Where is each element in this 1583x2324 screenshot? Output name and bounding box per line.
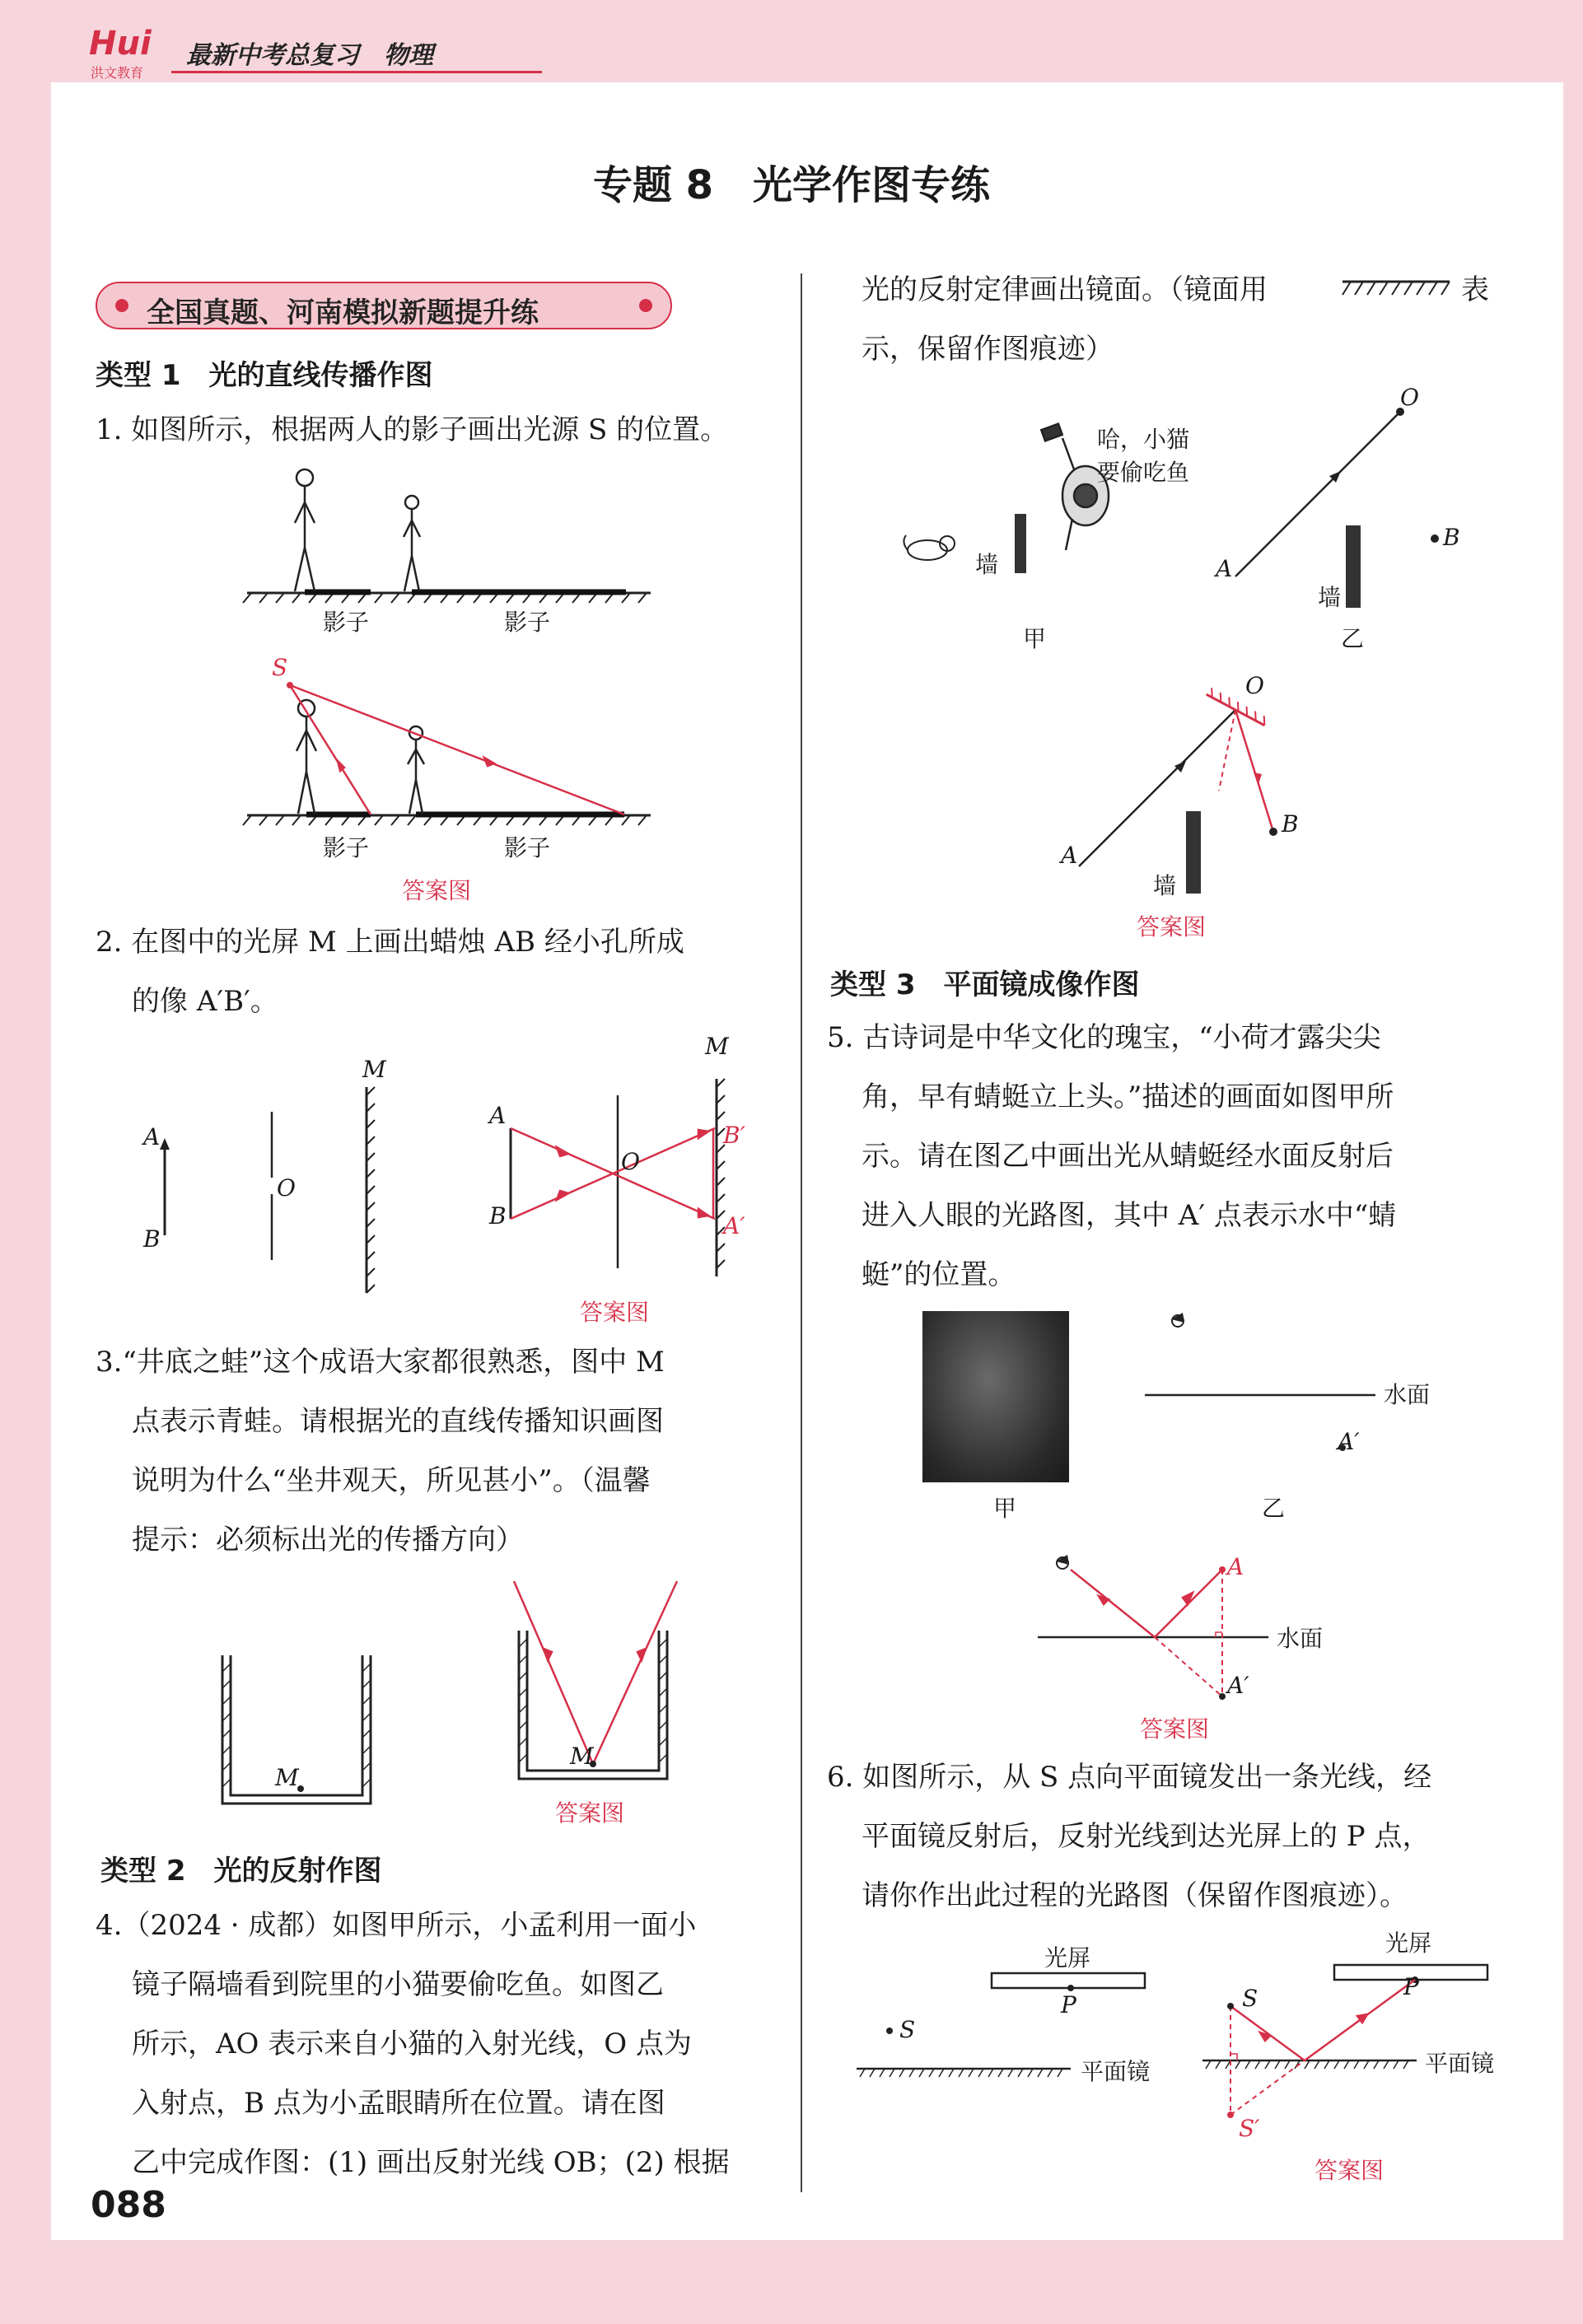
water-surface-label: 水面 [1277,1625,1324,1652]
q4-text: 镜子隔墙看到院里的小猫要偷吃鱼。如图乙 [132,1968,664,2001]
point-o-label: O [1400,384,1419,411]
page-title: 专题 8 光学作图专练 [592,162,991,208]
speech-bubble-text: 要偷吃鱼 [1097,459,1190,486]
q1-answer-figure [247,669,659,833]
point-b-label: B [1443,524,1460,551]
q4-text: 入射点，B 点为小孟眼睛所在位置。请在图 [132,2087,665,2120]
q3-text: 说明为什么“坐井观天，所见甚小”。（温馨 [132,1464,651,1497]
plane-mirror-label: 平面镜 [1425,2050,1495,2077]
screen-m-label: M [362,1056,386,1083]
speech-bubble-text: 哈，小猫 [1097,426,1190,453]
point-a-label: A [1216,555,1233,582]
point-s-label: S [272,654,288,681]
q4-cont-text: 示，保留作图痕迹） [862,333,1114,366]
banner-dot-icon [115,299,128,312]
q5-answer-label: 答案图 [1140,1715,1210,1743]
shadow-label: 影子 [323,609,370,636]
figure-yi-label: 乙 [1262,1495,1286,1522]
q2-answer-figure [502,1062,766,1301]
image-a-label: A′ [1338,1428,1360,1455]
figure-yi-label: 乙 [1341,625,1365,652]
q4-cont-text: 光的反射定律画出镜面。（镜面用 [862,273,1268,306]
banner-dot-icon [639,299,652,312]
frog-m-label: M [275,1764,299,1791]
type3-heading: 类型 3 平面镜成像作图 [830,968,1140,1001]
column-divider [801,273,802,2192]
q5-text: 示。请在图乙中画出光从蜻蜓经水面反射后 [862,1140,1394,1173]
figure-jia-label: 甲 [993,1495,1017,1522]
brand-logo: Hui [89,25,152,63]
light-screen-label: 光屏 [1044,1944,1091,1972]
point-a-label: A [143,1123,161,1150]
q3-text: 3.“井底之蛙”这个成语大家都很熟悉，图中 M [96,1346,665,1379]
point-a-label: A [1227,1553,1244,1580]
q2-text: 的像 A′B′。 [132,985,278,1018]
frog-m-label: M [570,1743,594,1770]
q3-answer-figure [511,1581,692,1787]
point-b-label: B [1282,810,1299,838]
q4-answer-label: 答案图 [1137,913,1207,940]
q5-text: 角，早有蜻蜓立上头。”描述的画面如图甲所 [862,1080,1394,1113]
q5-text: 5. 古诗词是中华文化的瑰宝，“小荷才露尖尖 [827,1021,1381,1054]
point-p-label: P [1061,1991,1076,2018]
point-b-label: B [489,1202,507,1230]
wall-label: 墙 [975,551,999,578]
plane-mirror-label: 平面镜 [1081,2058,1151,2085]
type1-heading: 类型 1 光的直线传播作图 [96,359,433,392]
hole-o-label: O [621,1148,640,1175]
header-underline [171,71,542,73]
q4-text: 所示，AO 表示来自小猫的入射光线，O 点为 [132,2028,692,2060]
q5-text: 蜓”的位置。 [862,1258,1016,1291]
mirror-symbol-icon [1343,277,1450,301]
q2-figure [140,1062,404,1301]
figure-jia-label: 甲 [1023,625,1047,652]
q3-answer-label: 答案图 [555,1799,625,1827]
wall-label: 墙 [1318,584,1342,611]
q1-answer-label: 答案图 [402,877,472,904]
point-b-label: B [143,1225,161,1253]
screen-m-label: M [705,1033,729,1060]
q4-answer-figure [1062,675,1310,898]
point-a-label: A [489,1102,507,1129]
book-title: 最新中考总复习 物理 [186,41,433,70]
q6-answer-label: 答案图 [1314,2157,1385,2184]
hole-o-label: O [277,1174,296,1202]
point-s-label: S [1242,1985,1258,2012]
q2-answer-label: 答案图 [580,1299,650,1326]
page-number: 088 [91,2184,166,2226]
section-banner [96,282,672,329]
image-a-label: A′ [723,1212,745,1239]
q3-text: 点表示青蛙。请根据光的直线传播知识画图 [132,1405,664,1438]
shadow-label: 影子 [504,834,551,861]
point-a-label: A [1061,842,1078,869]
wall-label: 墙 [1153,872,1177,899]
q6-text: 平面镜反射后，反射光线到达光屏上的 P 点， [862,1820,1431,1853]
q5-answer-figure [1038,1540,1301,1713]
brand-subtitle: 洪文教育 [91,65,144,81]
q4-cont-text: 表 [1461,273,1489,306]
q6-text: 请你作出此过程的光路图（保留作图痕迹）。 [862,1879,1408,1912]
q3-text: 提示：必须标出光的传播方向） [132,1524,524,1556]
q6-text: 6. 如图所示，从 S 点向平面镜发出一条光线，经 [827,1761,1432,1794]
type2-heading: 类型 2 光的反射作图 [100,1855,382,1888]
q1-figure [247,469,659,634]
point-p-label: P [1403,1973,1419,2000]
section-banner-text: 全国真题、河南模拟新题提升练 [147,296,539,329]
shadow-label: 影子 [323,834,370,861]
water-surface-label: 水面 [1384,1381,1431,1408]
image-b-label: B′ [723,1122,745,1149]
q1-text: 1. 如图所示，根据两人的影子画出光源 S 的位置。 [96,413,729,446]
q5-text: 进入人眼的光路图，其中 A′ 点表示水中“蜻 [862,1199,1397,1232]
q4-text: 4.（2024 · 成都）如图甲所示，小孟利用一面小 [96,1909,697,1942]
dragonfly-photo [922,1311,1069,1482]
q4-text: 乙中完成作图：(1) 画出反射光线 OB；(2) 根据 [132,2146,730,2179]
q2-text: 2. 在图中的光屏 M 上画出蜡烛 AB 经小孔所成 [96,926,684,959]
q4-yi-figure [1219,387,1466,634]
point-o-label: O [1245,672,1264,699]
image-a-label: A′ [1227,1672,1249,1699]
point-s-label: S [899,2016,916,2043]
image-s-label: S′ [1239,2115,1260,2142]
shadow-label: 影子 [504,609,551,636]
light-screen-label: 光屏 [1385,1930,1432,1957]
